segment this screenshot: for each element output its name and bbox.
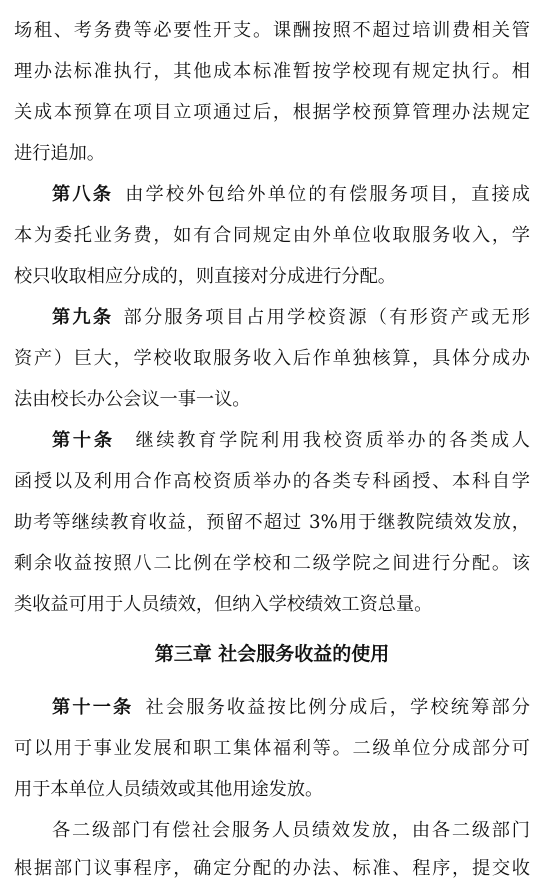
paragraph-line: 各二级部门有偿社会服务人员绩效发放，由各二级部门	[52, 820, 530, 841]
paragraph-line: 校只收取相应分成的，则直接对分成进行分配。	[14, 266, 396, 287]
paragraph-line: 函授以及利用合作高校资质举办的各类专科函授、本科自学	[14, 471, 530, 492]
article-9-text: 部分服务项目占用学校资源（有形资产或无形	[121, 307, 530, 328]
paragraph-line: 根据部门议事程序，确定分配的办法、标准、程序，提交收	[14, 858, 530, 879]
article-10-text: 继续教育学院利用我校资质举办的各类成人	[132, 430, 530, 451]
article-11-label: 第十一条	[52, 697, 134, 718]
article-9-label: 第九条	[52, 307, 114, 328]
article-11-text: 社会服务收益按比例分成后，学校统筹部分	[143, 697, 530, 718]
paragraph-line: 进行追加。	[14, 143, 105, 164]
paragraph-line: 可以用于事业发展和职工集体福利等。二级单位分成部分可	[14, 738, 530, 759]
article-9-line	[14, 306, 530, 330]
paragraph-line: 关成本预算在项目立项通过后，根据学校预算管理办法规定	[14, 102, 530, 123]
paragraph-line: 剩余收益按照八二比例在学校和二级学院之间进行分配。该	[14, 553, 530, 574]
paragraph-line: 理办法标准执行，其他成本标准暂按学校现有规定执行。相	[14, 61, 530, 82]
paragraph-line: 类收益可用于人员绩效，但纳入学校绩效工资总量。	[14, 594, 433, 615]
paragraph-line: 本为委托业务费，如有合同规定由外单位收取服务收入，学	[14, 225, 530, 246]
article-8-text: 由学校外包给外单位的有偿服务项目，直接成	[123, 184, 530, 205]
article-11-line	[14, 696, 530, 720]
paragraph-line: 助考等继续教育收益，预留不超过 3%用于继教院绩效发放，	[14, 512, 530, 533]
article-10-label: 第十条	[52, 430, 115, 451]
article-8-line	[14, 183, 530, 207]
article-10-line	[14, 429, 530, 453]
paragraph-line: 场租、考务费等必要性开支。课酬按照不超过培训费相关管	[14, 20, 530, 41]
paragraph-line: 法由校长办公会议一事一议。	[14, 389, 251, 410]
paragraph-line: 资产）巨大，学校收取服务收入后作单独核算，具体分成办	[14, 348, 530, 369]
article-8-label: 第八条	[52, 184, 114, 205]
chapter-heading: 第三章 社会服务收益的使用	[154, 643, 390, 665]
paragraph-line: 用于本单位人员绩效或其他用途发放。	[14, 779, 324, 800]
